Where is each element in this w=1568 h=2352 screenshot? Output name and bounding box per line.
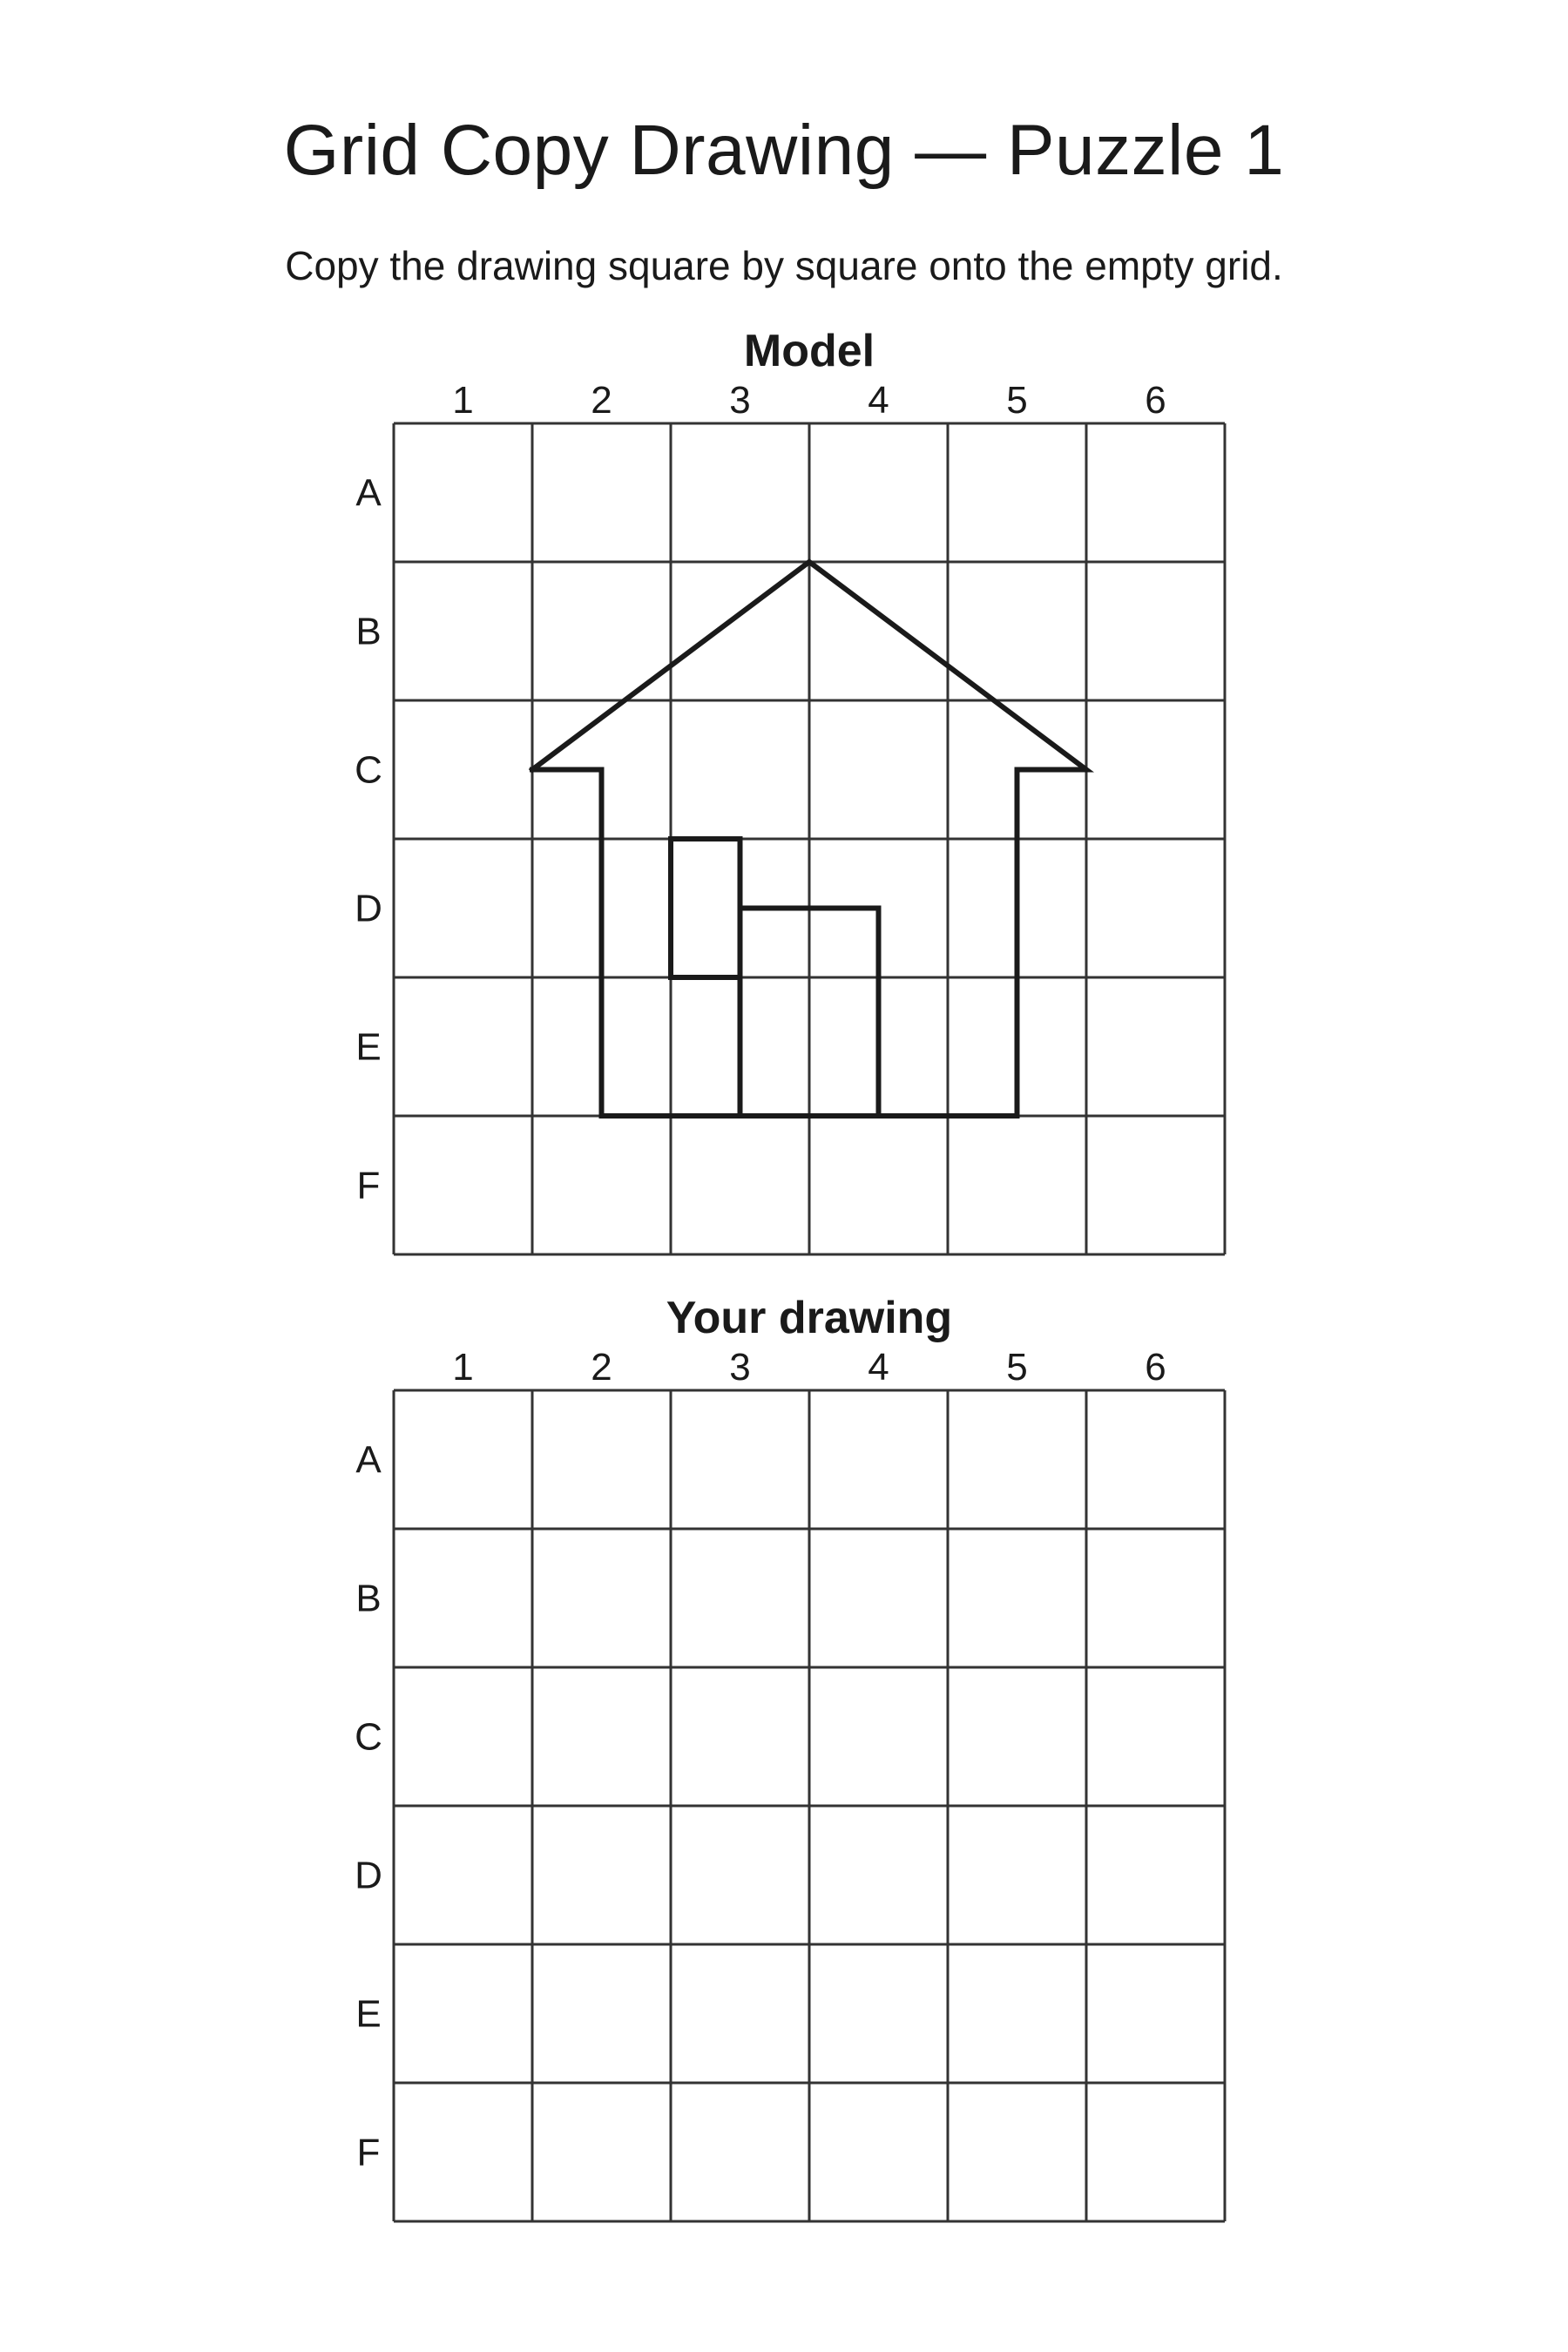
row-label-F: F — [356, 1164, 381, 1207]
grid-cell-F1 — [394, 1116, 532, 1254]
grid-cell-B1[interactable] — [394, 1529, 532, 1667]
grid-cell-A2[interactable] — [532, 1390, 671, 1529]
column-label-4: 4 — [868, 1346, 889, 1389]
grid-cell-D1 — [394, 839, 532, 977]
grid-cell-C1[interactable] — [394, 1667, 532, 1806]
column-label-1: 1 — [452, 379, 474, 422]
grid-cell-A4 — [809, 423, 948, 562]
grid-cell-A6[interactable] — [1086, 1390, 1225, 1529]
grid-cell-C2[interactable] — [532, 1667, 671, 1806]
column-label-6: 6 — [1145, 1346, 1166, 1389]
grid-cell-B3[interactable] — [671, 1529, 809, 1667]
column-label-2: 2 — [591, 1346, 612, 1389]
row-label-B: B — [355, 1577, 382, 1620]
row-label-B: B — [355, 610, 382, 653]
grid-cell-E3[interactable] — [671, 1944, 809, 2083]
page-title: Grid Copy Drawing — Puzzle 1 — [283, 111, 1285, 190]
grid-cell-F2 — [532, 1116, 671, 1254]
grid-cell-E2[interactable] — [532, 1944, 671, 2083]
column-label-3: 3 — [729, 379, 751, 422]
row-label-E: E — [355, 1992, 382, 2036]
grid-cell-C4[interactable] — [809, 1667, 948, 1806]
row-label-A: A — [355, 1438, 382, 1482]
grid-cell-D3[interactable] — [671, 1806, 809, 1944]
grid-cell-F5[interactable] — [948, 2083, 1086, 2221]
grid-cell-C6[interactable] — [1086, 1667, 1225, 1806]
grid-cell-B1 — [394, 562, 532, 700]
grid-cell-A3 — [671, 423, 809, 562]
grid-cell-A5 — [948, 423, 1086, 562]
column-label-5: 5 — [1006, 379, 1028, 422]
grid-cell-D2[interactable] — [532, 1806, 671, 1944]
grid-cell-E6 — [1086, 977, 1225, 1116]
grid-cell-D4[interactable] — [809, 1806, 948, 1944]
row-label-D: D — [355, 887, 382, 930]
column-label-6: 6 — [1145, 379, 1166, 422]
grid-cell-E6[interactable] — [1086, 1944, 1225, 2083]
grid-cell-B5[interactable] — [948, 1529, 1086, 1667]
grid-cell-C1 — [394, 700, 532, 839]
grid-cell-E5[interactable] — [948, 1944, 1086, 2083]
grid-cell-F6[interactable] — [1086, 2083, 1225, 2221]
row-label-C: C — [355, 1715, 382, 1759]
grid-cell-D5[interactable] — [948, 1806, 1086, 1944]
column-label-4: 4 — [868, 379, 889, 422]
grid-cell-C3 — [671, 700, 809, 839]
grid-cell-A4[interactable] — [809, 1390, 948, 1529]
grid-cell-F5 — [948, 1116, 1086, 1254]
grid-cell-F4 — [809, 1116, 948, 1254]
instructions-text: Copy the drawing square by square onto the empty grid. — [285, 243, 1283, 288]
grid-cell-F4[interactable] — [809, 2083, 948, 2221]
grid-cell-D6[interactable] — [1086, 1806, 1225, 1944]
grid-cell-A1[interactable] — [394, 1390, 532, 1529]
row-label-C: C — [355, 748, 382, 792]
grid-cell-F1[interactable] — [394, 2083, 532, 2221]
grid-cell-A5[interactable] — [948, 1390, 1086, 1529]
grid-cell-B6[interactable] — [1086, 1529, 1225, 1667]
grid-cell-A2 — [532, 423, 671, 562]
grid-cell-B4[interactable] — [809, 1529, 948, 1667]
answer-grid-title: Your drawing — [666, 1293, 953, 1343]
column-label-5: 5 — [1006, 1346, 1028, 1389]
grid-cell-C3[interactable] — [671, 1667, 809, 1806]
grid-cell-B3 — [671, 562, 809, 700]
row-label-A: A — [355, 471, 382, 515]
model-grid-title: Model — [743, 326, 875, 376]
column-label-3: 3 — [729, 1346, 751, 1389]
grid-cell-D1[interactable] — [394, 1806, 532, 1944]
column-label-1: 1 — [452, 1346, 474, 1389]
grid-cell-B6 — [1086, 562, 1225, 700]
grid-cell-B4 — [809, 562, 948, 700]
column-label-2: 2 — [591, 379, 612, 422]
grid-cell-C4 — [809, 700, 948, 839]
row-label-F: F — [356, 2131, 381, 2174]
grid-cell-C6 — [1086, 700, 1225, 839]
grid-cell-B2[interactable] — [532, 1529, 671, 1667]
grid-cell-A6 — [1086, 423, 1225, 562]
row-label-E: E — [355, 1025, 382, 1069]
grid-cell-E1 — [394, 977, 532, 1116]
grid-cell-D6 — [1086, 839, 1225, 977]
grid-cell-E1[interactable] — [394, 1944, 532, 2083]
grid-cell-F3 — [671, 1116, 809, 1254]
row-label-D: D — [355, 1854, 382, 1897]
answer-grid[interactable] — [355, 1293, 1225, 2221]
grid-cell-F2[interactable] — [532, 2083, 671, 2221]
grid-cell-A3[interactable] — [671, 1390, 809, 1529]
grid-cell-F6 — [1086, 1116, 1225, 1254]
grid-cell-A1 — [394, 423, 532, 562]
grid-cell-C5[interactable] — [948, 1667, 1086, 1806]
grid-cell-E4[interactable] — [809, 1944, 948, 2083]
grid-cell-F3[interactable] — [671, 2083, 809, 2221]
model-grid — [355, 326, 1225, 1254]
